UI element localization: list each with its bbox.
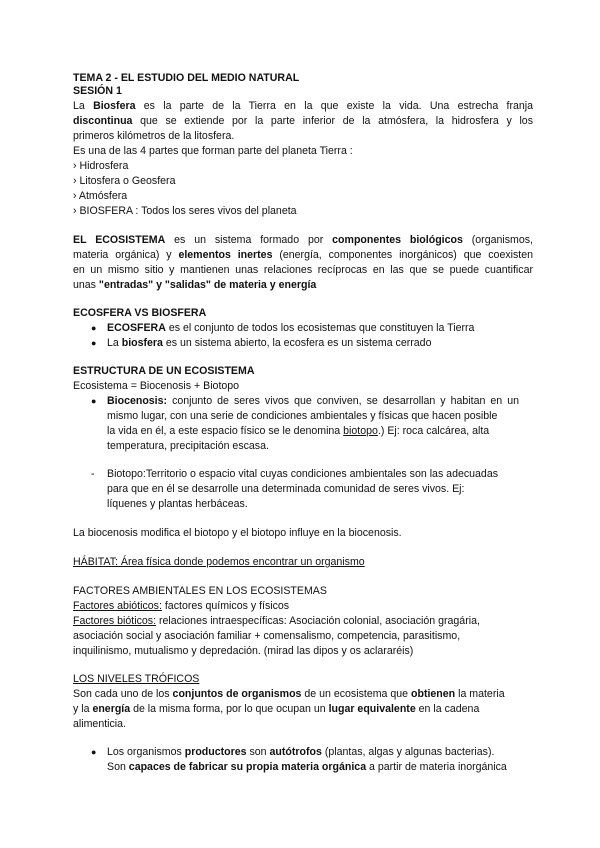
list-item: › Litosfera o Geosfera [73,175,176,187]
ecosfera-bullet-2: La biosfera es un sistema abierto, la ecosfera es un sistema cerrado [107,337,432,349]
ecosistema-line-4: unas "entradas" y "salidas" de materia y energía [73,279,317,291]
biocenosis-line-4: temperatura, precipitación escasa. [107,440,269,452]
bullet-icon: ● [91,323,97,333]
factores-bioticos-line-2: asociación social y asociación familiar + comensalismo, competencia, parasitismo, [73,630,461,642]
biosfera-line-2: discontinua que se extiende por la parte inferior de la atmósfera, la hidrosfera y los [73,115,533,127]
bullet-icon: ● [91,338,97,348]
relation-text: La biocenosis modifica el biotopo y el biotopo influye en la biocenosis. [73,527,402,539]
biosfera-line-1: La Biosfera es la parte de la Tierra en la que existe la vida. Una estrecha franja [73,100,533,112]
estructura-heading: ESTRUCTURA DE UN ECOSISTEMA [73,365,255,377]
biocenosis-line-2: mismo lugar, con una serie de condiciones ambientales y físicas que hacen posible [107,410,498,422]
ecosistema-line-2: materia orgánica) y elementos inertes (energía, componentes inorgánicos) que coexisten [73,249,534,261]
bullet-icon: ● [91,396,97,406]
biocenosis-line-3: la vida en él, a este espacio físico se le denomina biotopo.) Ej: roca calcárea, alta [107,425,490,437]
estructura-formula: Ecosistema = Biocenosis + Biotopo [73,380,240,392]
biosfera-line-4: Es una de las 4 partes que forman parte del planeta Tierra : [73,145,353,157]
factores-abioticos: Factores abióticos: factores químicos y físicos [73,600,290,612]
biotopo-line-3: líquenes y plantas herbáceas. [107,498,248,510]
factores-heading: FACTORES AMBIENTALES EN LOS ECOSISTEMAS [73,585,327,597]
biotopo-line-1: Biotopo:Territorio o espacio vital cuyas condiciones ambientales son las adecuadas [107,468,499,480]
niveles-line-3: alimenticia. [73,718,126,730]
ecosistema-line-3: en un mismo sitio y mantienen unas relaciones recíprocas en las que se puede cuantificar [73,264,533,276]
productores-line-2: Son capaces de fabricar su propia materia orgánica a partir de materia inorgánica [107,761,507,773]
dash-bullet: - [91,468,95,480]
factores-bioticos-line-1: Factores bióticos: relaciones intraespecíficas: Asociación colonial, asociación gragária, [73,615,480,627]
biocenosis-line-1: Biocenosis: conjunto de seres vivos que conviven, se desarrollan y habitan en un [107,395,519,407]
habitat-definition: HÁBITAT: Área física donde podemos encontrar un organismo [73,556,365,568]
list-item: › Hidrosfera [73,160,129,172]
list-item: › Atmósfera [73,190,128,202]
biosfera-line-3: primeros kilómetros de la litosfera. [73,130,235,142]
factores-bioticos-line-3: inquilinismo, mutualismo y depredación. (mirad las dipos y os aclararéis) [73,645,414,657]
biotopo-line-2: para que en él se desarrolle una determinada comunidad de seres vivos. Ej: [107,483,465,495]
niveles-heading: LOS NIVELES TRÓFICOS [73,673,200,685]
niveles-line-1: Son cada uno de los conjuntos de organismos de un ecosistema que obtienen la materia [73,688,505,700]
document-title: TEMA 2 - EL ESTUDIO DEL MEDIO NATURAL [73,72,300,84]
productores-line-1: Los organismos productores son autótrofos (plantas, algas y algunas bacterias). [107,746,495,758]
bullet-icon: ● [91,747,97,757]
list-item: › BIOSFERA : Todos los seres vivos del planeta [73,205,297,217]
ecosistema-line-1: EL ECOSISTEMA es un sistema formado por componentes biológicos (organismos, [73,234,533,246]
session-heading: SESIÓN 1 [73,85,122,97]
ecosfera-heading: ECOSFERA VS BIOSFERA [73,307,207,319]
niveles-line-2: y la energía de la misma forma, por lo que ocupan un lugar equivalente en la cadena [73,703,480,715]
ecosfera-bullet-1: ECOSFERA es el conjunto de todos los ecosistemas que constituyen la Tierra [107,322,475,334]
